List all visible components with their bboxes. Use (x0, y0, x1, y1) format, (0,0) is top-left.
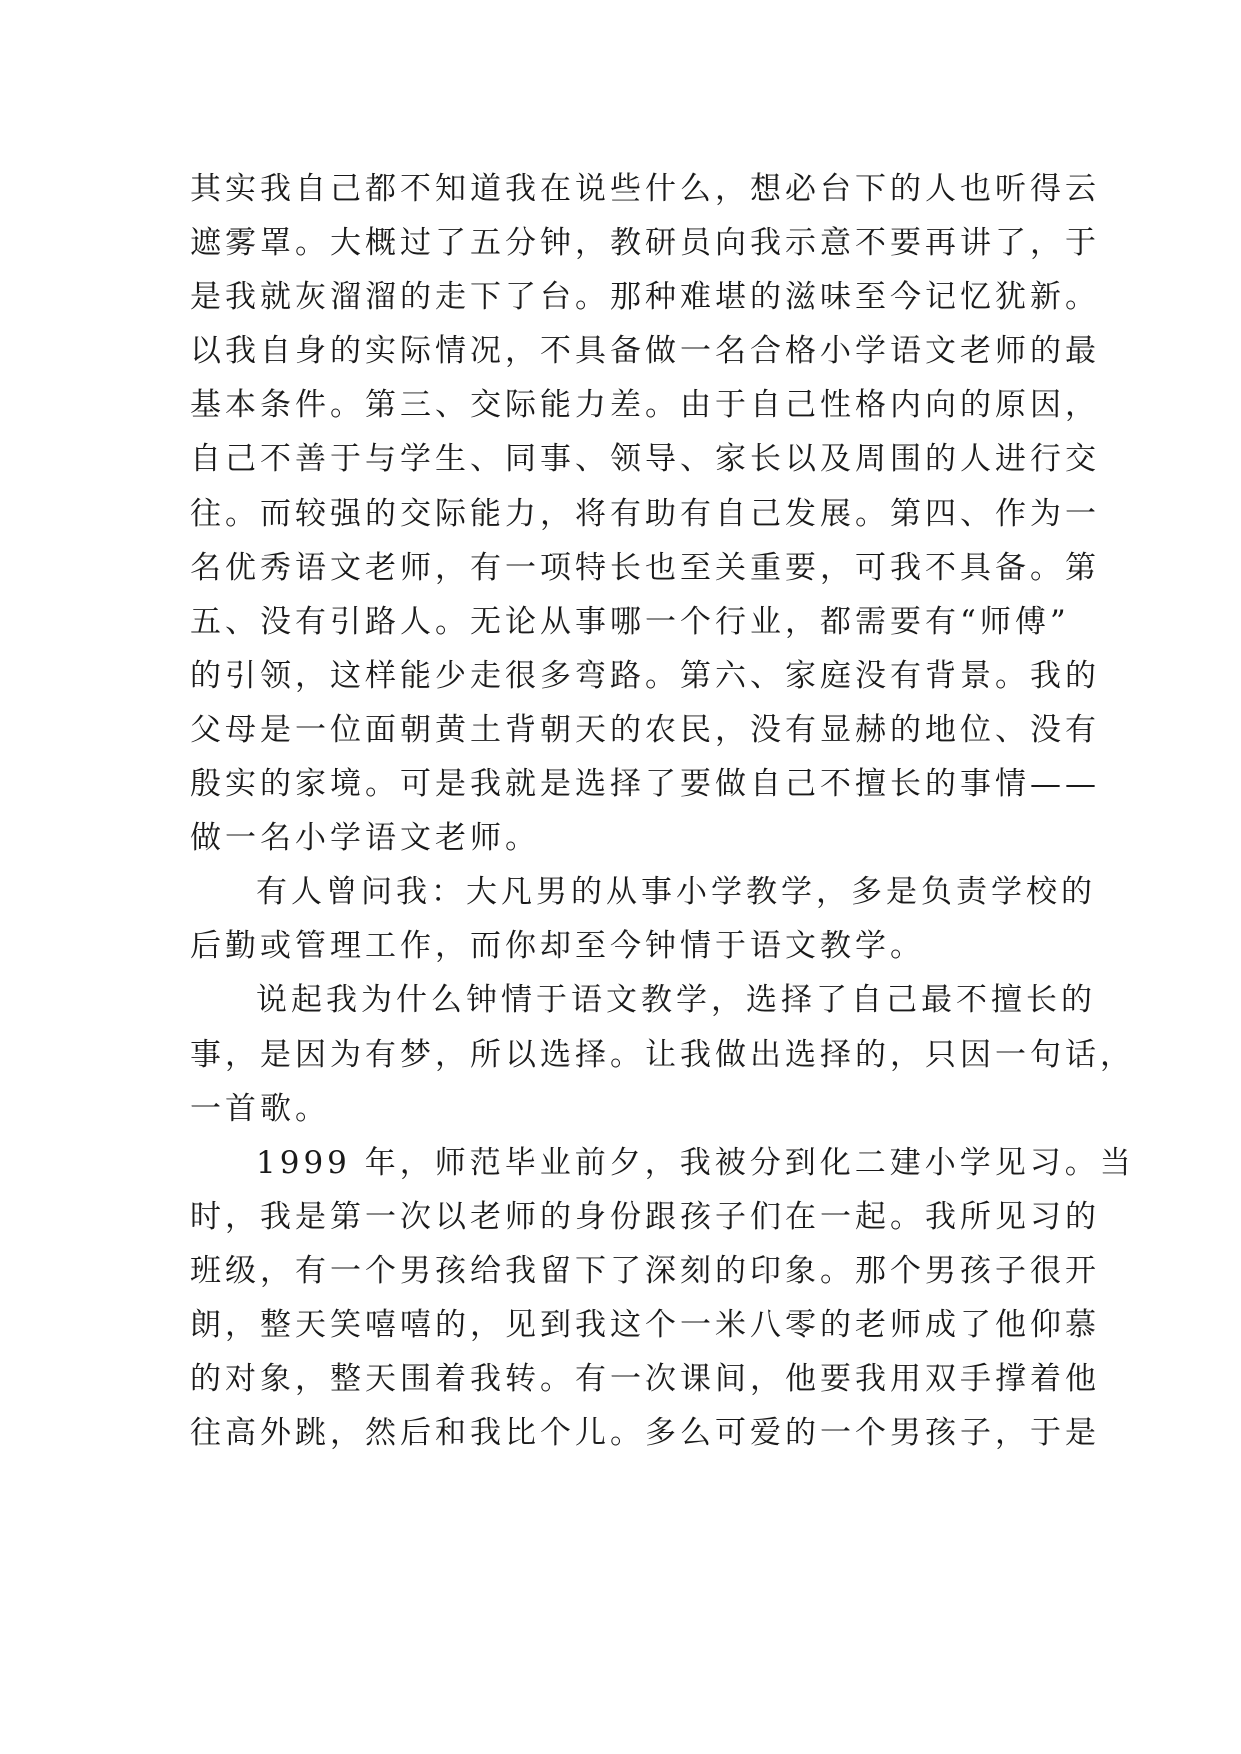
paragraph-first-line: 说起我为什么钟情于语文教学，选择了自己最不擅长的 (256, 982, 1096, 1019)
text-line: 班级，有一个男孩给我留下了深刻的印象。那个男孩子很开 (190, 1252, 1100, 1289)
text-line: 其实我自己都不知道我在说些什么，想必台下的人也听得云 (190, 171, 1100, 207)
text-line: 时，我是第一次以老师的身份跟孩子们在一起。我所见习的 (190, 1198, 1100, 1235)
text-line: 的对象，整天围着我转。有一次课间，他要我用双手撑着他 (190, 1361, 1100, 1398)
text-line: 遮雾罩。大概过了五分钟，教研员向我示意不要再讲了，于 (190, 225, 1100, 262)
text-line: 父母是一位面朝黄土背朝天的农民，没有显赫的地位、没有 (190, 711, 1100, 748)
text-line: 以我自身的实际情况，不具备做一名合格小学语文老师的最 (190, 333, 1100, 370)
text-line: 基本条件。第三、交际能力差。由于自己性格内向的原因， (190, 387, 1100, 424)
text-line: 的引领，这样能少走很多弯路。第六、家庭没有背景。我的 (190, 657, 1100, 694)
text-line: 往高外跳，然后和我比个儿。多么可爱的一个男孩子，于是 (190, 1415, 1100, 1452)
text-line: 做一名小学语文老师。 (190, 820, 540, 857)
paragraph-first-line: 1999 年，师范毕业前夕，我被分到化二建小学见习。当 (256, 1144, 1135, 1181)
text-line: 往。而较强的交际能力，将有助有自己发展。第四、作为一 (190, 495, 1100, 532)
text-line: 一首歌。 (190, 1090, 330, 1127)
document-body (190, 162, 1135, 1460)
text-line: 自己不善于与学生、同事、领导、家长以及周围的人进行交 (190, 441, 1100, 478)
text-line: 是我就灰溜溜的走下了台。那种难堪的滋味至今记忆犹新。 (190, 279, 1100, 316)
text-line: 殷实的家境。可是我就是选择了要做自己不擅长的事情—— (190, 766, 1100, 803)
text-line: 后勤或管理工作，而你却至今钟情于语文教学。 (190, 928, 925, 965)
text-line: 名优秀语文老师，有一项特长也至关重要，可我不具备。第 (190, 549, 1100, 586)
text-line: 五、没有引路人。无论从事哪一个行业，都需要有“师傅” (190, 603, 1070, 640)
text-line: 事，是因为有梦，所以选择。让我做出选择的，只因一句话， (190, 1036, 1135, 1073)
text-line: 朗，整天笑嘻嘻的，见到我这个一米八零的老师成了他仰慕 (190, 1306, 1100, 1343)
paragraph-first-line: 有人曾问我：大凡男的从事小学教学，多是负责学校的 (256, 874, 1096, 911)
